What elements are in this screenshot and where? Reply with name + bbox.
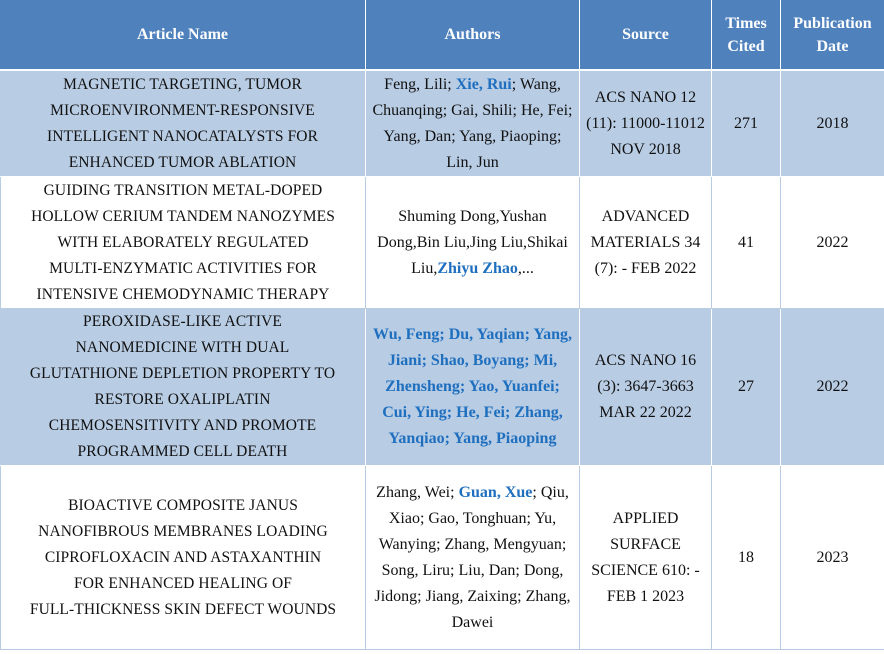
article-name-line: PEROXIDASE-LIKE ACTIVE xyxy=(83,313,282,330)
article-name-line: GUIDING TRANSITION METAL-DOPED xyxy=(43,181,323,199)
article-name-line: HOLLOW CERIUM TANDEM NANOZYMES xyxy=(31,207,335,225)
publication-date-cell: 2018 xyxy=(781,71,884,177)
article-name-line: GLUTATHIONE DEPLETION PROPERTY TO xyxy=(29,365,336,382)
article-name-cell xyxy=(0,309,366,466)
article-name-line: MAGNETIC TARGETING, TUMOR xyxy=(63,75,302,93)
article-name-line: INTENSIVE CHEMODYNAMIC THERAPY xyxy=(36,285,330,303)
article-name-line: INTELLIGENT NANOCATALYSTS FOR xyxy=(46,127,319,145)
publication-date-cell: 2022 xyxy=(781,177,884,309)
header-publication-date: Publication Date xyxy=(781,0,884,71)
highlighted-author: Guan, Xue xyxy=(458,483,533,501)
table-row xyxy=(0,71,884,177)
header-times-cited: Times Cited xyxy=(712,0,781,71)
article-name-line: NANOFIBROUS MEMBRANES LOADING xyxy=(38,522,328,540)
article-name-line: BIOACTIVE COMPOSITE JANUS xyxy=(68,496,298,514)
authors-text: ,... xyxy=(517,259,534,277)
authors-cell xyxy=(366,71,580,177)
times-cited-cell: 27 xyxy=(712,309,781,466)
authors-text: Zhang, Wei; xyxy=(376,483,459,501)
article-name-line: MULTI-ENZYMATIC ACTIVITIES FOR xyxy=(49,259,317,277)
authors-cell xyxy=(366,177,580,309)
table-row xyxy=(0,177,884,309)
article-name-line: RESTORE OXALIPLATIN xyxy=(94,391,271,408)
article-name-line: ENHANCED TUMOR ABLATION xyxy=(68,153,297,171)
times-cited-cell: 41 xyxy=(712,177,781,309)
article-name-cell xyxy=(0,466,366,650)
source-cell: ADVANCED MATERIALS 34 (7): - FEB 2022 xyxy=(580,177,712,309)
authors-text: Feng, Lili; xyxy=(384,75,456,93)
header-authors: Authors xyxy=(366,0,580,71)
header-article-name: Article Name xyxy=(0,0,366,71)
authors-cell xyxy=(366,309,580,466)
highlighted-author: Wu, Feng; Du, Yaqian; Yang, Jiani; Shao, Boyang; Mi, Zhensheng; Yao, Yuanfei; Cui, Ying; He, Fei; Zhang, Yanqiao; Yang, Piaoping xyxy=(372,326,572,447)
table-row xyxy=(0,309,884,466)
highlighted-author: Zhiyu Zhao xyxy=(437,259,518,277)
article-name-line: NANOMEDICINE WITH DUAL xyxy=(75,339,290,356)
highlighted-author: Xie, Rui xyxy=(455,75,512,93)
authors-text: Shuming Dong,Yushan Dong,Bin Liu,Jing Liu,Shikai Liu, xyxy=(377,207,568,277)
article-name-cell xyxy=(0,177,366,309)
times-cited-cell: 18 xyxy=(712,466,781,650)
authors-cell xyxy=(366,466,580,650)
header-row xyxy=(0,0,884,71)
article-name-line: CIPROFLOXACIN AND ASTAXANTHIN xyxy=(44,548,322,566)
article-name-cell xyxy=(0,71,366,177)
authors-text: ; Qiu, Xiao; Gao, Tonghuan; Yu, Wanying; Zhang, Mengyuan; Song, Liru; Liu, Dan; Dong, Jidong; Jiang, Zaixing; Zhang, Dawei xyxy=(374,483,571,631)
header-source: Source xyxy=(580,0,712,71)
authors-text: ; Wang, Chuanqing; Gai, Shili; He, Fei; Yang, Dan; Yang, Piaoping; Lin, Jun xyxy=(372,75,573,171)
source-cell: ACS NANO 12 (11): 11000-11012 NOV 2018 xyxy=(580,71,712,177)
times-cited-cell: 271 xyxy=(712,71,781,177)
source-cell: APPLIED SURFACE SCIENCE 610: - FEB 1 2023 xyxy=(580,466,712,650)
source-cell: ACS NANO 16 (3): 3647-3663 MAR 22 2022 xyxy=(580,309,712,466)
article-name-line: FULL-THICKNESS SKIN DEFECT WOUNDS xyxy=(29,600,337,618)
article-name-line: WITH ELABORATELY REGULATED xyxy=(57,233,309,251)
publication-date-cell: 2022 xyxy=(781,309,884,466)
article-name-line: PROGRAMMED CELL DEATH xyxy=(77,443,288,460)
article-name-line: FOR ENHANCED HEALING OF xyxy=(73,574,292,592)
article-name-line: MICROENVIRONMENT-RESPONSIVE xyxy=(50,101,315,119)
article-name-line: CHEMOSENSITIVITY AND PROMOTE xyxy=(48,417,317,434)
publication-date-cell: 2023 xyxy=(781,466,884,650)
table-row xyxy=(0,466,884,650)
